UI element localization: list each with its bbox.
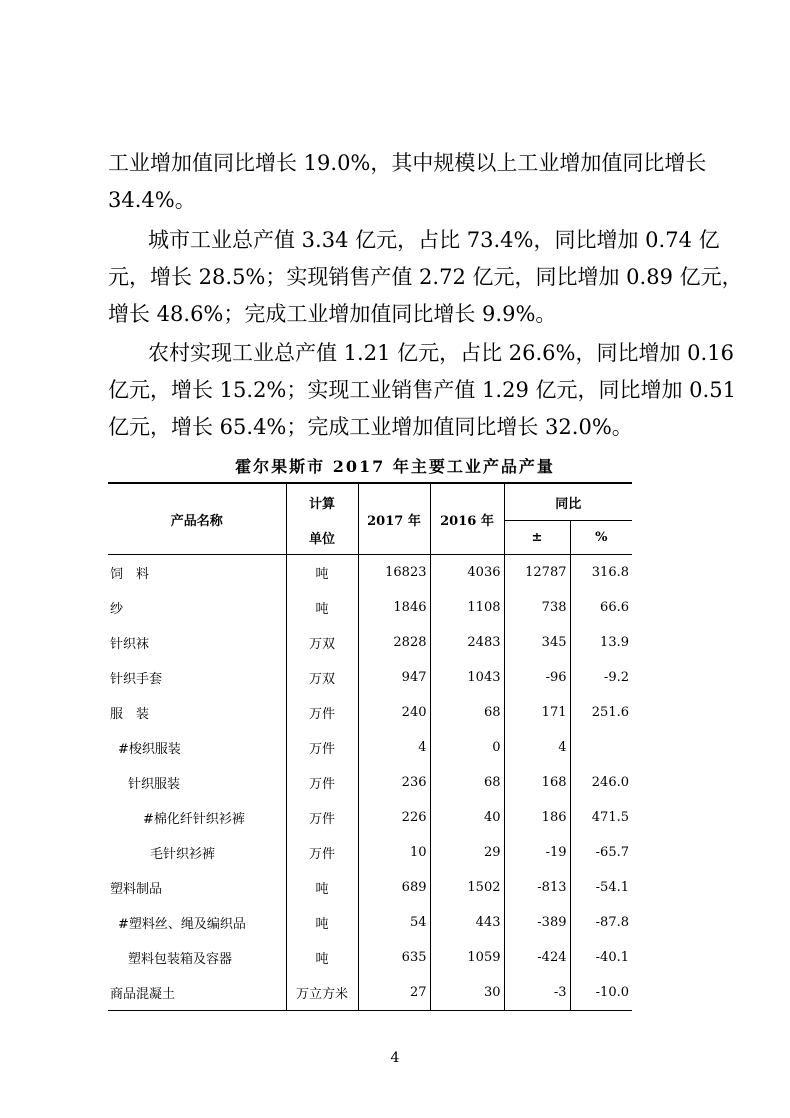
value-pct: 316.8 [570,555,632,591]
value-2016: 1059 [430,940,504,975]
table-row [108,590,632,625]
value-diff: -19 [504,835,570,870]
product-name: 纱 [110,602,124,617]
value-2016: 1502 [430,870,504,905]
value-diff: 345 [504,625,570,660]
value-diff: 171 [504,695,570,730]
header-pct: % [570,521,632,555]
product-name: 针织服装 [128,777,181,792]
header-unit-bottom: 单位 [286,521,358,555]
paragraph-urban-industry [0,222,790,333]
header-diff: ± [504,521,570,555]
value-2016: 443 [430,905,504,940]
value-2016: 1108 [430,590,504,625]
value-diff: -96 [504,660,570,695]
text-line: 34.4%。 [108,188,196,212]
value-2017: 226 [358,800,430,835]
value-diff: -424 [504,940,570,975]
product-name: 塑料包装箱及容器 [128,952,233,967]
table-row [108,555,632,591]
text-line: 亿元，增长 15.2%；实现工业销售产值 1.29 亿元，同比增加 0.51 [108,378,736,402]
value-diff: 738 [504,590,570,625]
unit: 吨 [286,590,358,625]
value-2017: 236 [358,765,430,800]
value-2017: 2828 [358,625,430,660]
value-2017: 1846 [358,590,430,625]
paragraph-industry-growth [0,145,790,219]
unit: 万件 [286,730,358,765]
value-diff: -3 [504,975,570,1011]
unit: 吨 [286,870,358,905]
header-product-name: 产品名称 [108,483,286,555]
value-2016: 1043 [430,660,504,695]
value-diff: 168 [504,765,570,800]
value-pct: 246.0 [570,765,632,800]
product-output-table [108,482,632,1011]
value-diff: 4 [504,730,570,765]
text-line: 城市工业总产值 3.34 亿元，占比 73.4%，同比增加 0.74 亿 [148,228,720,252]
table-row [108,940,632,975]
unit: 吨 [286,555,358,591]
product-name: #塑料丝、绳及编织品 [118,917,246,932]
product-name: 商品混凝土 [110,987,176,1002]
value-2017: 947 [358,660,430,695]
value-2017: 16823 [358,555,430,591]
table-row [108,625,632,660]
value-pct: 251.6 [570,695,632,730]
text-line: 元，增长 28.5%；实现销售产值 2.72 亿元，同比增加 0.89 亿元， [108,265,743,289]
value-pct: -65.7 [570,835,632,870]
value-2017: 10 [358,835,430,870]
unit: 吨 [286,905,358,940]
table-row [108,695,632,730]
product-name: 毛针织衫裤 [150,847,216,862]
text-line: 亿元，增长 65.4%；完成工业增加值同比增长 32.0%。 [108,415,633,439]
value-pct: 471.5 [570,800,632,835]
value-2017: 635 [358,940,430,975]
unit: 万件 [286,835,358,870]
unit: 吨 [286,940,358,975]
table-row [108,905,632,940]
value-2017: 54 [358,905,430,940]
value-diff: 12787 [504,555,570,591]
value-2017: 240 [358,695,430,730]
value-pct: -9.2 [570,660,632,695]
value-pct: -87.8 [570,905,632,940]
table-title: 霍尔果斯市 2017 年主要工业产品产量 [235,457,555,476]
product-name: #梭织服装 [118,742,181,757]
product-name: 针织手套 [110,672,163,687]
header-yoy: 同比 [504,483,632,521]
text-line: 增长 48.6%；完成工业增加值同比增长 9.9%。 [108,302,557,326]
value-2017: 689 [358,870,430,905]
unit: 万双 [286,660,358,695]
value-2016: 29 [430,835,504,870]
unit: 万双 [286,625,358,660]
value-diff: 186 [504,800,570,835]
value-2016: 2483 [430,625,504,660]
value-2016: 68 [430,695,504,730]
value-2016: 4036 [430,555,504,591]
value-2016: 40 [430,800,504,835]
page-number: 4 [390,1050,400,1066]
table-row [108,730,632,765]
product-name: 塑料制品 [110,882,163,897]
text-line: 工业增加值同比增长 19.0%，其中规模以上工业增加值同比增长 [108,151,707,175]
product-name: 饲 料 [110,567,150,582]
table-row [108,765,632,800]
header-unit-top: 计算 [286,483,358,521]
value-2016: 68 [430,765,504,800]
product-name: #棉化纤针织衫裤 [143,812,245,827]
product-name: 服 装 [110,707,150,722]
header-2017: 2017 年 [358,483,430,555]
value-2017: 4 [358,730,430,765]
product-name: 针织袜 [110,637,150,652]
value-pct: 13.9 [570,625,632,660]
value-2016: 30 [430,975,504,1011]
table-row [108,975,632,1011]
value-diff: -389 [504,905,570,940]
header-2016: 2016 年 [430,483,504,555]
text-line: 农村实现工业总产值 1.21 亿元，占比 26.6%，同比增加 0.16 [148,341,734,365]
unit: 万立方米 [286,975,358,1011]
value-pct: -54.1 [570,870,632,905]
table-row [108,870,632,905]
unit: 万件 [286,800,358,835]
value-pct: -40.1 [570,940,632,975]
value-2016: 0 [430,730,504,765]
value-2017: 27 [358,975,430,1011]
value-pct: 66.6 [570,590,632,625]
value-pct: -10.0 [570,975,632,1011]
value-pct [570,730,632,765]
paragraph-rural-industry [0,335,790,446]
table-row [108,835,632,870]
table-row [108,800,632,835]
unit: 万件 [286,695,358,730]
value-diff: -813 [504,870,570,905]
unit: 万件 [286,765,358,800]
table-row [108,660,632,695]
